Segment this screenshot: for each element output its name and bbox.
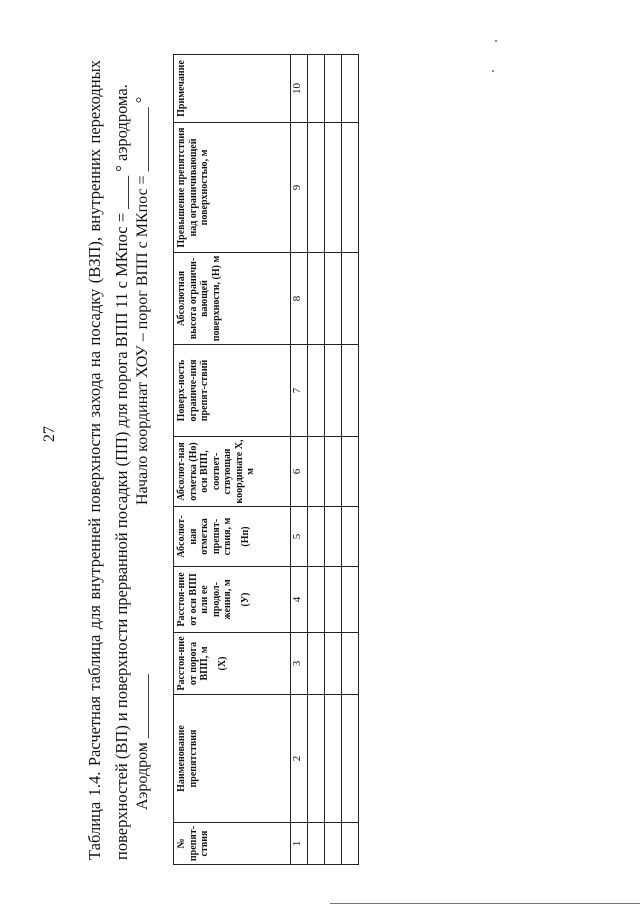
header-cell: № препят-ствия xyxy=(174,823,291,865)
scan-speck xyxy=(492,70,494,72)
header-cell: Абсолютная высота ограничи-вающей поверхности, (Н) м xyxy=(174,253,291,345)
table-cell xyxy=(325,55,342,123)
header-cell: Поверх-ность ограниче-ния препят-ствий xyxy=(174,345,291,437)
table-row xyxy=(342,55,359,865)
table-cell xyxy=(325,567,342,633)
table-row xyxy=(325,55,342,865)
table-cell xyxy=(325,253,342,345)
header-cell: Расстоя-ние от оси ВПП или ее продол-жения, м (У) xyxy=(174,567,291,633)
table-cell xyxy=(342,567,359,633)
column-number: 3 xyxy=(291,633,308,695)
column-number: 2 xyxy=(291,695,308,823)
calculation-table-wrapper xyxy=(173,55,359,865)
column-number: 8 xyxy=(291,253,308,345)
table-cell xyxy=(342,437,359,507)
table-cell xyxy=(308,695,325,823)
table-cell xyxy=(342,253,359,345)
column-number: 1 xyxy=(291,823,308,865)
table-cell xyxy=(342,633,359,695)
rotated-page-content xyxy=(75,40,630,880)
table-cell xyxy=(325,823,342,865)
column-number: 5 xyxy=(291,507,308,567)
table-row xyxy=(308,55,325,865)
table-cell xyxy=(325,695,342,823)
column-number-row xyxy=(291,55,308,865)
header-cell: Превышение препятствия над ограничивающей поверхностью, м xyxy=(174,123,291,253)
header-cell: Абсолют-ная отметка препят-ствия, м (Нп) xyxy=(174,507,291,567)
table-cell xyxy=(308,345,325,437)
table-cell xyxy=(342,345,359,437)
table-cell xyxy=(325,123,342,253)
column-number: 6 xyxy=(291,437,308,507)
table-cell xyxy=(308,55,325,123)
header-cell: Абсолют-ная отметка (Но) оси ВПП, соответ-ствующая координате Х, м xyxy=(174,437,291,507)
table-cell xyxy=(308,437,325,507)
table-cell xyxy=(342,55,359,123)
table-cell xyxy=(342,123,359,253)
table-cell xyxy=(308,823,325,865)
table-cell xyxy=(342,507,359,567)
table-cell xyxy=(308,253,325,345)
table-cell xyxy=(308,123,325,253)
header-cell: Наименование препятствия xyxy=(174,695,291,823)
header-cell: Примечание xyxy=(174,55,291,123)
table-cell xyxy=(308,567,325,633)
table-cell xyxy=(308,633,325,695)
aerodrome-label: Аэродром ________ xyxy=(134,674,151,810)
column-number: 4 xyxy=(291,567,308,633)
column-number: 10 xyxy=(291,55,308,123)
caption-line-1: Таблица 1.4. Расчетная таблица для внутренней поверхности захода на посадку (ВЗП), внутренних переходных xyxy=(85,60,104,860)
coordinate-origin-label: Начало координат ХОУ – порог ВПП с МКпос = ________ ° xyxy=(134,96,151,505)
table-cell xyxy=(342,695,359,823)
page-number: 27 xyxy=(41,426,58,442)
header-row xyxy=(174,55,291,865)
column-number: 7 xyxy=(291,345,308,437)
table-cell xyxy=(325,633,342,695)
table-cell xyxy=(308,507,325,567)
column-number: 9 xyxy=(291,123,308,253)
table-cell xyxy=(325,345,342,437)
scan-edge-line xyxy=(330,903,640,904)
calculation-table xyxy=(173,54,359,865)
caption-line-2: поверхностей (ВП) и поверхности прерванной посадки (ПП) для порога ВПП 11 с МКпос = ____ ° аэродрома. xyxy=(112,84,131,860)
scan-speck xyxy=(495,40,497,42)
table-caption xyxy=(81,60,135,860)
header-cell: Расстоя-ние от порога ВПП, м (X) xyxy=(174,633,291,695)
table-cell xyxy=(325,507,342,567)
table-cell xyxy=(342,823,359,865)
table-cell xyxy=(325,437,342,507)
